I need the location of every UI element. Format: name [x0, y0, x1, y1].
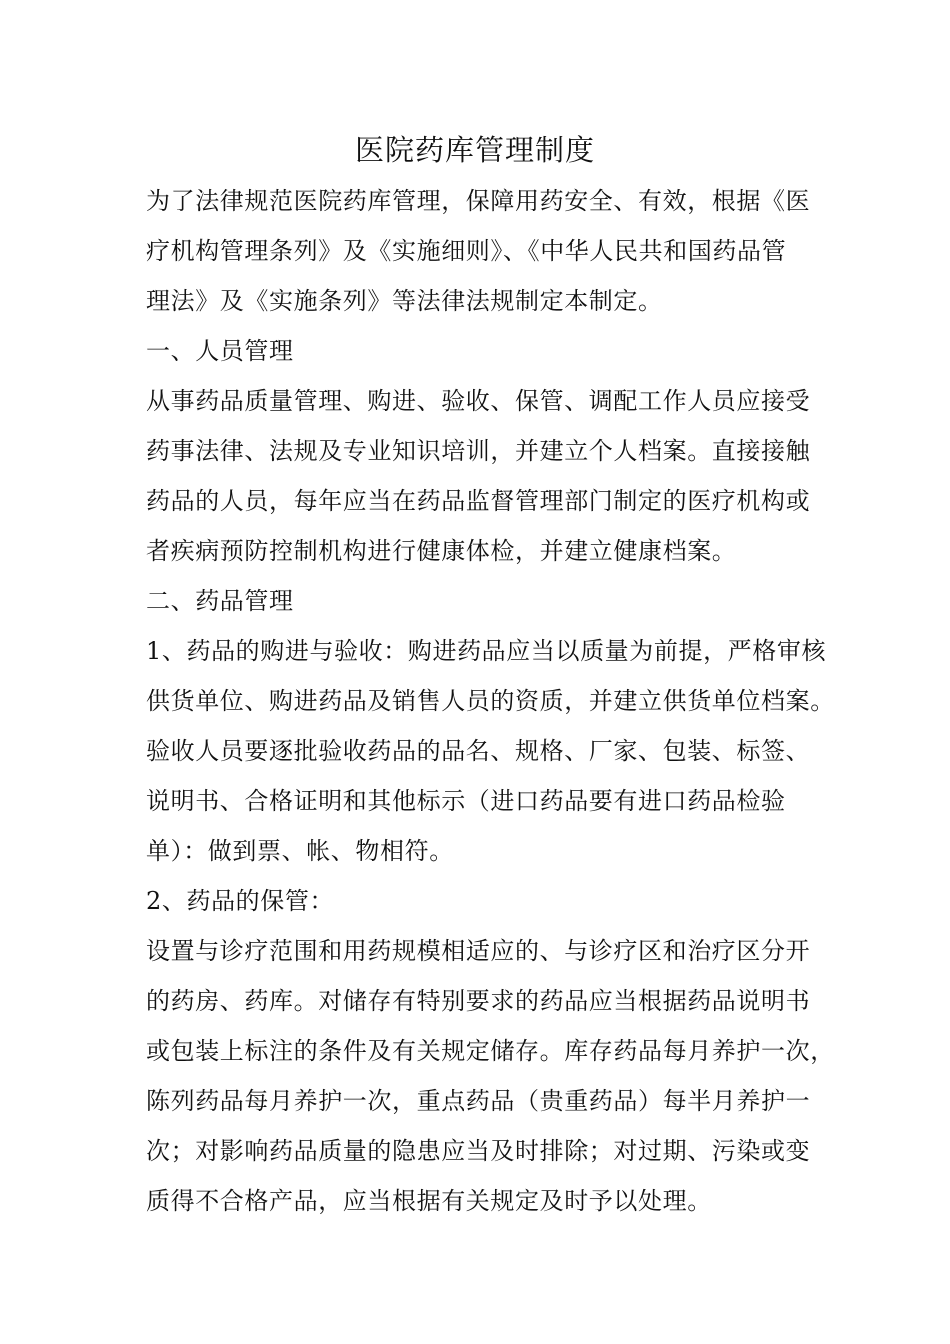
page-title: 医院药库管理制度 — [354, 133, 595, 167]
body-line: 设置与诊疗范围和用药规模相适应的、与诊疗区和治疗区分开 — [146, 937, 811, 965]
document-body — [146, 176, 835, 1226]
body-line: 验收人员要逐批验收药品的品名、规格、厂家、包装、标签、 — [146, 737, 811, 765]
subsection-heading: 2、药品的保管： — [146, 887, 335, 915]
body-line: 单）：做到票、帐、物相符。 — [146, 837, 454, 865]
body-line: 供货单位、购进药品及销售人员的资质，并建立供货单位档案。 — [146, 687, 835, 715]
body-line: 质得不合格产品，应当根据有关规定及时予以处理。 — [146, 1187, 712, 1215]
body-line: 陈列药品每月养护一次，重点药品（贵重药品）每半月养护一 — [146, 1087, 811, 1115]
body-line: 从事药品质量管理、购进、验收、保管、调配工作人员应接受 — [146, 387, 811, 415]
body-line: 或包装上标注的条件及有关规定储存。库存药品每月养护一次， — [146, 1037, 835, 1065]
section-heading: 一、人员管理 — [146, 337, 294, 365]
body-line: 为了法律规范医院药库管理，保障用药安全、有效，根据《医 — [146, 187, 811, 215]
body-line: 说明书、合格证明和其他标示（进口药品要有进口药品检验 — [146, 787, 786, 815]
body-line: 理法》及《实施条列》等法律法规制定本制定。 — [146, 287, 663, 315]
body-line: 的药房、药库。对储存有特别要求的药品应当根据药品说明书 — [146, 987, 811, 1015]
body-line: 者疾病预防控制机构进行健康体检，并建立健康档案。 — [146, 537, 737, 565]
body-line: 药品的人员，每年应当在药品监督管理部门制定的医疗机构或 — [146, 487, 811, 515]
body-line: 疗机构管理条列》及《实施细则》、《中华人民共和国药品管 — [146, 237, 787, 265]
body-line: 1、药品的购进与验收：购进药品应当以质量为前提，严格审核 — [146, 637, 827, 665]
section-heading: 二、药品管理 — [146, 587, 294, 615]
body-line: 次；对影响药品质量的隐患应当及时排除；对过期、污染或变 — [146, 1137, 811, 1165]
body-line: 药事法律、法规及专业知识培训，并建立个人档案。直接接触 — [146, 437, 811, 465]
